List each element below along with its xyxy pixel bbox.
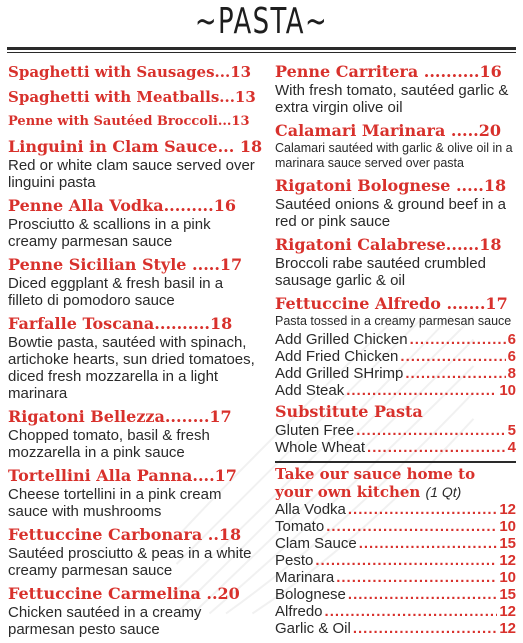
sauce-label: Marinara [275, 569, 335, 586]
sauce-label: Bolognese [275, 586, 346, 603]
menu-item [275, 235, 516, 289]
menu-item [8, 255, 258, 309]
addon-price: 8 [507, 365, 516, 382]
substitute-section [275, 402, 516, 456]
section-title: Substitute Pasta [275, 402, 423, 421]
sauce-label: Alla Vodka [275, 501, 346, 518]
sauce-label: Tomato [275, 518, 325, 535]
dish-name: Penne Alla Vodka.........16 [8, 196, 236, 215]
addon-list [275, 331, 516, 399]
dish-description: Broccoli rabe sautéed crumbled sausage garlic & oil [275, 255, 486, 289]
left-menu-column [8, 62, 263, 643]
menu-item [275, 62, 516, 116]
dish-description: Bowtie pasta, sautéed with spinach, artichoke hearts, sun dried tomatoes, diced fresh mozzarella in a light marinara [8, 334, 255, 402]
leader-dots [353, 620, 497, 637]
menu-item [8, 314, 258, 402]
dish-description: Chopped tomato, basil & fresh mozzarella in a pink sauce [8, 427, 210, 461]
dish-name: Calamari Marinara .....20 [275, 121, 501, 140]
menu-item [275, 176, 516, 230]
dish-name: Penne Sicilian Style .....17 [8, 255, 243, 274]
sauce-row [275, 535, 516, 552]
leader-dots [405, 365, 505, 382]
sauce-price: 15 [499, 586, 516, 603]
addon-price: 4 [507, 439, 516, 456]
dish-description: Pasta tossed in a creamy parmesan sauce [275, 314, 512, 328]
addon-label: Add Steak [275, 382, 345, 399]
dish-name: Rigatoni Calabrese......18 [275, 235, 502, 254]
dish-description: Prosciutto & scallions in a pink creamy parmesan sauce [8, 216, 211, 250]
leader-dots [346, 382, 497, 399]
leader-dots [326, 518, 497, 535]
sauce-price: 10 [499, 518, 516, 535]
leader-dots [325, 603, 498, 620]
right-menu-column [275, 62, 516, 637]
sauce-label: Garlic & Oil [275, 620, 351, 637]
sauce-price: 10 [499, 569, 516, 586]
title-divider [7, 47, 516, 50]
sauce-label: Clam Sauce [275, 535, 357, 552]
leader-dots [367, 439, 506, 456]
sauce-row [275, 569, 516, 586]
leader-dots [348, 586, 497, 603]
leader-dots [359, 535, 498, 552]
menu-item [8, 112, 258, 132]
title-divider-thin [7, 52, 516, 53]
addon-label: Gluten Free [275, 422, 355, 439]
menu-item [8, 87, 258, 107]
sauce-quantity: (1 Qt) [425, 484, 462, 500]
leader-dots [336, 569, 497, 586]
dish-name: Spaghetti with Sausages...13 [8, 63, 252, 81]
dish-description: With fresh tomato, sautéed garlic & extra virgin olive oil [275, 82, 509, 116]
menu-item [8, 525, 258, 579]
sauce-title-text: Take our sauce home to your own kitchen [275, 465, 476, 501]
menu-item [8, 137, 263, 191]
addon-row [275, 439, 516, 456]
leader-dots [348, 501, 497, 518]
menu-item [275, 121, 516, 171]
sauce-row [275, 518, 516, 535]
dish-description: Sautéed onions & ground beef in a red or pink sauce [275, 196, 507, 230]
leader-dots [400, 348, 505, 365]
sauce-section-title [275, 465, 516, 501]
dish-description: Sautéed prosciutto & peas in a white creamy parmesan sauce [8, 545, 252, 579]
dish-description: Red or white clam sauce served over linguini pasta [8, 157, 255, 191]
sauce-label: Alfredo [275, 603, 323, 620]
dish-name: Rigatoni Bellezza........17 [8, 407, 232, 426]
dish-name: Rigatoni Bolognese .....18 [275, 176, 507, 195]
addon-row [275, 365, 516, 382]
addon-row [275, 422, 516, 439]
dish-description: Chicken sautéed in a creamy parmesan pesto sauce [8, 604, 202, 638]
sauce-price: 12 [499, 501, 516, 518]
sauce-price: 12 [499, 603, 516, 620]
sauce-row [275, 620, 516, 637]
dish-name: Farfalle Toscana..........18 [8, 314, 233, 333]
sauce-price: 15 [499, 535, 516, 552]
sauce-row [275, 552, 516, 569]
leader-dots [356, 422, 505, 439]
menu-item [8, 584, 258, 638]
addon-label: Add Fried Chicken [275, 348, 399, 365]
addon-label: Whole Wheat [275, 439, 366, 456]
dish-name: Tortellini Alla Panna....17 [8, 466, 237, 485]
menu-item [8, 407, 258, 461]
addon-price: 6 [507, 348, 516, 365]
page-title: ~PASTA~ [194, 1, 329, 42]
sauce-price: 12 [499, 552, 516, 569]
addon-row [275, 348, 516, 365]
dish-name: Linguini in Clam Sauce... 18 [8, 137, 263, 156]
addon-row [275, 382, 516, 399]
dish-name: Fettuccine Carbonara ..18 [8, 525, 242, 544]
addon-price: 5 [507, 422, 516, 439]
dish-name: Fettuccine Alfredo .......17 [275, 294, 508, 313]
addon-label: Add Grilled Chicken [275, 331, 408, 348]
sauce-price: 12 [499, 620, 516, 637]
dish-name: Spaghetti with Meatballs...13 [8, 88, 256, 106]
dish-name: Fettuccine Carmelina ..20 [8, 584, 240, 603]
sauce-label: Pesto [275, 552, 314, 569]
addon-label: Add Grilled SHrimp [275, 365, 404, 382]
menu-item [275, 294, 516, 329]
menu-item [8, 466, 258, 520]
addon-price: 10 [499, 382, 516, 399]
addon-price: 6 [507, 331, 516, 348]
menu-item [8, 62, 258, 82]
dish-description: Cheese tortellini in a pink cream sauce with mushrooms [8, 486, 222, 520]
leader-dots [315, 552, 497, 569]
sauce-row [275, 603, 516, 620]
leader-dots [410, 331, 506, 348]
dish-name: Penne with Sautéed Broccoli...13 [8, 114, 250, 129]
addon-row [275, 331, 516, 348]
sauce-row [275, 501, 516, 518]
sauce-row [275, 586, 516, 603]
sauce-section [275, 461, 516, 637]
dish-description: Calamari sautéed with garlic & olive oil in a marinara sauce served over pasta [275, 141, 513, 170]
dish-name: Penne Carritera ..........16 [275, 62, 502, 81]
menu-item [8, 196, 258, 250]
dish-description: Diced eggplant & fresh basil in a filleto di pomodoro sauce [8, 275, 224, 309]
